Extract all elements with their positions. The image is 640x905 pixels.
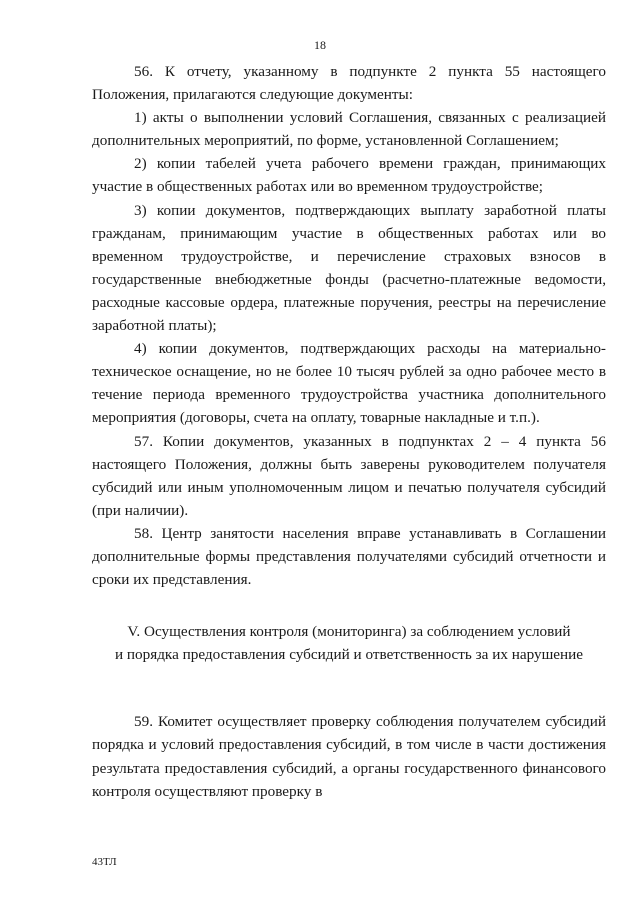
section-heading-line-1: V. Осуществления контроля (мониторинга) за соблюдением условий <box>127 623 571 641</box>
document-body <box>92 60 606 803</box>
section-heading <box>92 620 606 666</box>
section-heading-line-2: и порядка предоставления субсидий и ответственность за их нарушение <box>114 646 584 664</box>
paragraph-56: 56. К отчету, указанному в подпункте 2 пункта 55 настоящего Положения, прилагаются следующие документы: <box>92 63 606 104</box>
paragraph-59: 59. Комитет осуществляет проверку соблюдения получателем субсидий порядка и условий предоставления субсидий, в том числе в части достижения результата предоставления субсидий, а органы государственного финансового контроля осуществляют проверку в <box>92 713 606 800</box>
list-item-3: 3) копии документов, подтверждающих выплату заработной платы гражданам, принимающим участие в общественных работах или во временном трудоустройстве, и перечисление страховых взносов в государственные внебюджетные фонды (расчетно-платежные ведомости, расходные кассовые ордера, платежные поручения, реестры на перечисление заработной платы); <box>92 201 606 335</box>
list-item-2: 2) копии табелей учета рабочего времени граждан, принимающих участие в общественных работах или во временном трудоустройстве; <box>92 155 606 196</box>
paragraph-57: 57. Копии документов, указанных в подпунктах 2 – 4 пункта 56 настоящего Положения, должны быть заверены руководителем получателя субсидий или иным уполномоченным лицом и печатью получателя субсидий (при наличии). <box>92 432 606 519</box>
footer-code: 43ТЛ <box>92 856 117 868</box>
list-item-4: 4) копии документов, подтверждающих расходы на материально-техническое оснащение, но не более 10 тысяч рублей за одно рабочее место в течение периода временного трудоустройства участника дополнительного мероприятия (договоры, счета на оплату, товарные накладные и т.п.). <box>92 340 606 427</box>
paragraph-58: 58. Центр занятости населения вправе устанавливать в Соглашении дополнительные формы представления получателями субсидий отчетности и сроки их представления. <box>92 524 606 589</box>
page-number: 18 <box>314 38 326 52</box>
list-item-1: 1) акты о выполнении условий Соглашения, связанных с реализацией дополнительных мероприятий, по форме, установленной Соглашением; <box>92 109 606 150</box>
